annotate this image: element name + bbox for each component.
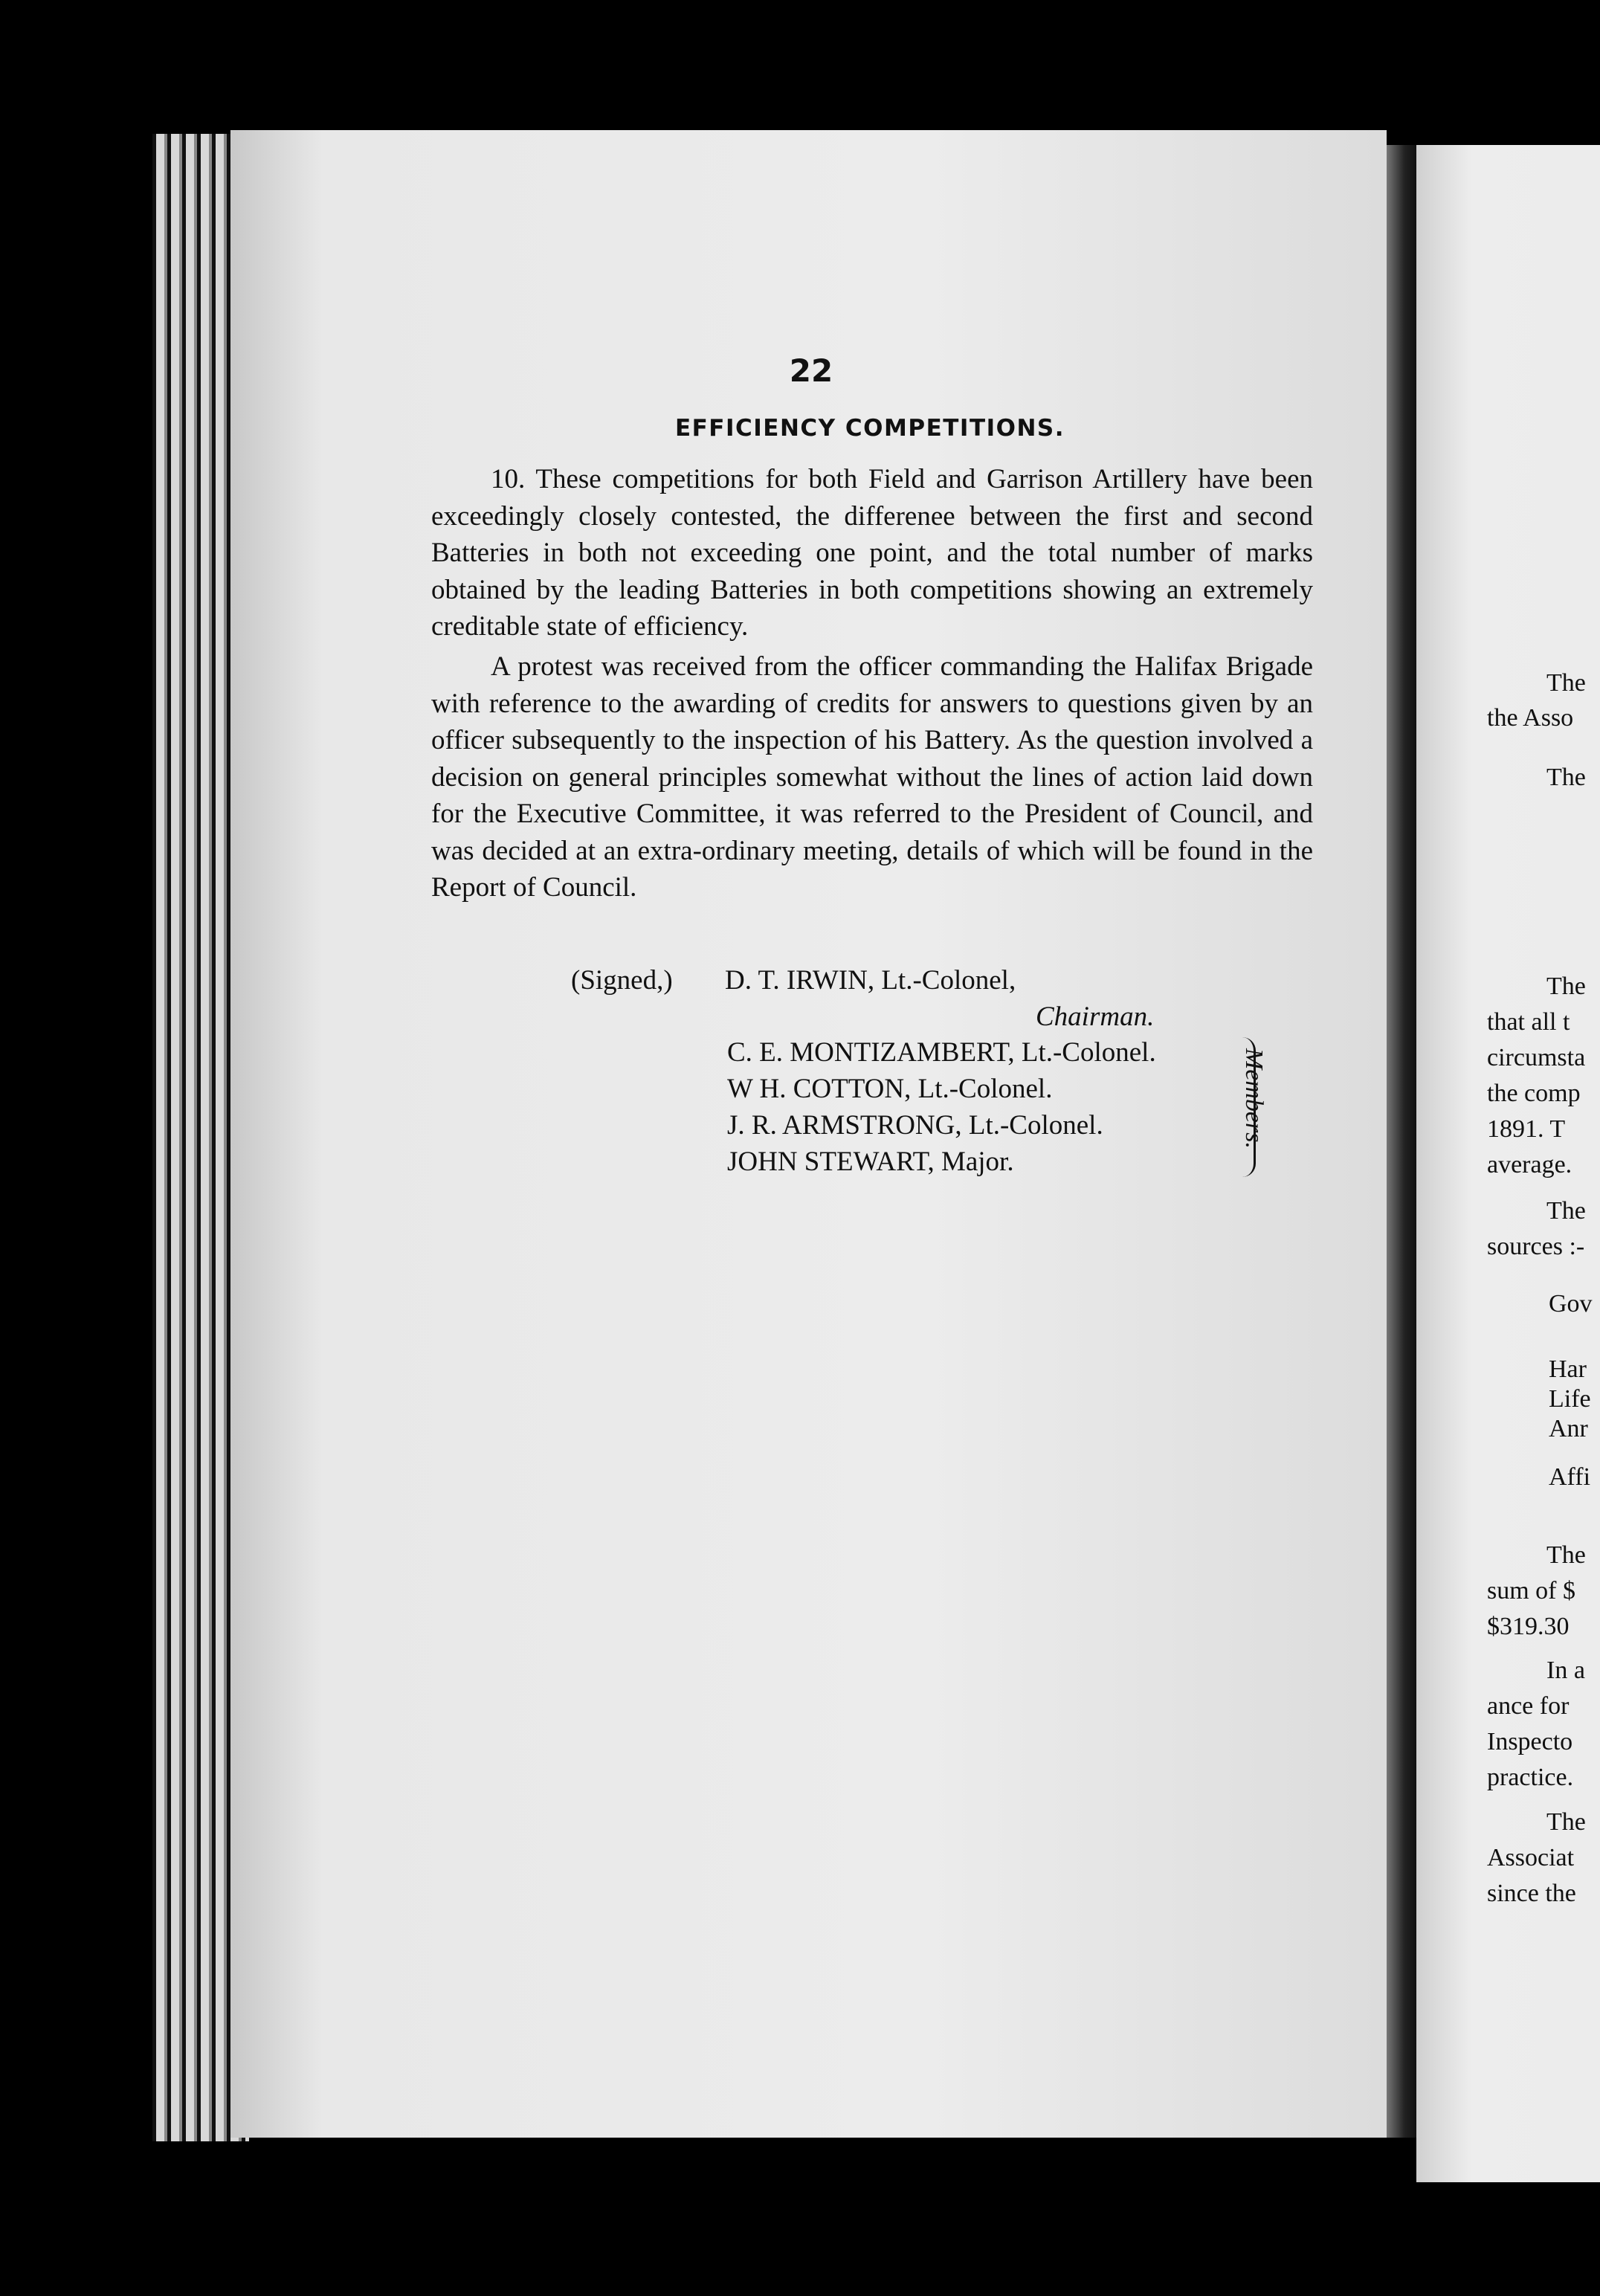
book-gutter bbox=[1387, 145, 1416, 2138]
right-page-fragment: The bbox=[1546, 1541, 1586, 1569]
right-page-fragment: Gov bbox=[1549, 1290, 1593, 1318]
right-page-fragment: The bbox=[1546, 669, 1586, 697]
chairman-title: Chairman. bbox=[1036, 1002, 1155, 1032]
member-name: W H. COTTON, Lt.-Colonel. bbox=[727, 1074, 1053, 1104]
member-name: J. R. ARMSTRONG, Lt.-Colonel. bbox=[727, 1110, 1103, 1141]
right-page-fragment: Life bbox=[1549, 1385, 1591, 1413]
right-page-fragment: practice. bbox=[1487, 1764, 1574, 1791]
right-page bbox=[1416, 145, 1600, 2182]
right-page-fragment: Inspecto bbox=[1487, 1728, 1573, 1755]
right-page-fragment: sources :- bbox=[1487, 1233, 1585, 1260]
right-page-fragment: The bbox=[1546, 973, 1586, 1000]
right-page-fragment: that all t bbox=[1487, 1008, 1570, 1036]
right-page-fragment: 1891. T bbox=[1487, 1115, 1566, 1143]
chairman-name: D. T. IRWIN, Lt.-Colonel, bbox=[725, 965, 1016, 996]
paragraph-efficiency: 10. These competitions for both Field and Garrison Artillery have been exceedingly closely contested, the differenee between the first and second Batteries in both not exceeding one point, and the total number of marks obtained by the leading Batteries in both competitions showing an extremely creditable state of efficiency. bbox=[431, 464, 1313, 642]
right-page-fragment: average. bbox=[1487, 1151, 1572, 1178]
right-page-fragment: the Asso bbox=[1487, 704, 1574, 732]
page-number: 22 bbox=[789, 352, 833, 389]
right-page-fragment: sum of $ bbox=[1487, 1577, 1575, 1605]
signed-label: (Signed,) bbox=[571, 965, 673, 996]
right-page-fragment: circumsta bbox=[1487, 1044, 1586, 1071]
right-page-fragment: In a bbox=[1546, 1657, 1585, 1684]
member-name: C. E. MONTIZAMBERT, Lt.-Colonel. bbox=[727, 1037, 1156, 1068]
member-name: JOHN STEWART, Major. bbox=[727, 1147, 1014, 1177]
right-page-fragment: the comp bbox=[1487, 1080, 1581, 1107]
section-title: EFFICIENCY COMPETITIONS. bbox=[674, 415, 1065, 442]
right-page-fragment: Affi bbox=[1549, 1463, 1591, 1491]
right-page-fragment: ance for bbox=[1487, 1692, 1570, 1720]
right-page-fragment: The bbox=[1546, 764, 1586, 791]
right-page-fragment: $319.30 bbox=[1487, 1613, 1570, 1640]
right-page-fragment: The bbox=[1546, 1808, 1586, 1836]
right-page-fragment: Anr bbox=[1549, 1415, 1588, 1442]
right-page-fragment: Har bbox=[1549, 1355, 1587, 1383]
members-label: Members. bbox=[1240, 1048, 1268, 1149]
paragraph-protest: A protest was received from the officer commanding the Halifax Brigade with reference to the awarding of credits for answers to questions given by an officer subsequently to the inspection of his Battery. As the question involved a decision on general principles somewhat without the lines of action laid down for the Executive Committee, it was referred to the President of Council, and was decided at an extra-ordinary meeting, details of which will be found in the Report of Council. bbox=[431, 651, 1313, 903]
right-page-fragment: Associat bbox=[1487, 1844, 1575, 1871]
right-page-fragment: The bbox=[1546, 1197, 1586, 1225]
right-page-fragment: since the bbox=[1487, 1880, 1576, 1907]
